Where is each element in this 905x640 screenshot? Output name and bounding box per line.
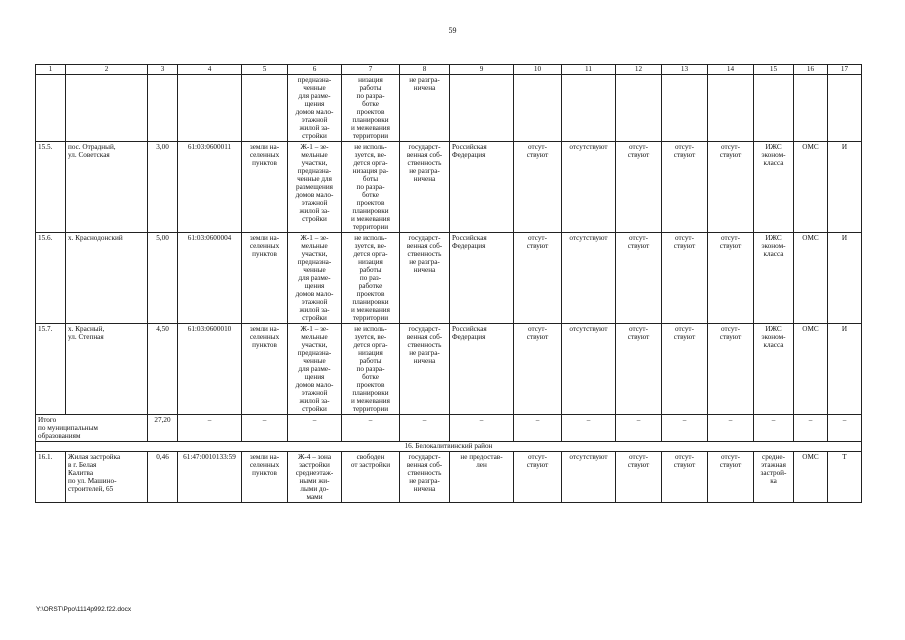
cell-17: И	[828, 142, 862, 233]
cell-14: отсут- ствуют	[708, 452, 754, 503]
total-label: Итого по муниципальным образованиям	[36, 415, 148, 442]
empty-cell	[242, 75, 288, 142]
ownership-cell: государст- венная соб- ственность не разгра- ничена	[400, 233, 450, 324]
area-cell: 0,46	[148, 452, 178, 503]
cadastral-cell: 61:03:0600010	[178, 324, 242, 415]
location-cell: х. Краснодонский	[66, 233, 148, 324]
category-cell: земли на- селенных пунктов	[242, 324, 288, 415]
header-cell: 5	[242, 65, 288, 75]
cell-14: отсут- ствуют	[708, 142, 754, 233]
empty-cell	[828, 75, 862, 142]
empty-cell	[794, 75, 828, 142]
cell-11: отсутствуют	[562, 452, 616, 503]
header-cell: 8	[400, 65, 450, 75]
row-number: 15.6.	[36, 233, 66, 324]
area-cell: 4,50	[148, 324, 178, 415]
total-row	[36, 415, 862, 442]
land-plots-table	[35, 64, 862, 503]
cell-14: отсут- ствуют	[708, 324, 754, 415]
cell-10: отсут- ствуют	[514, 324, 562, 415]
use-cell: свободен от застройки	[342, 452, 400, 503]
use-cell: не исполь- зуется, ве- дется орга- низация работы по раз- работке проектов планировки и межевания территории	[342, 233, 400, 324]
cell-13: отсут- ствуют	[662, 452, 708, 503]
cadastral-cell: 61:03:0600011	[178, 142, 242, 233]
use-cell: низация работы по разра- ботке проектов планировки и межевания территории	[342, 75, 400, 142]
header-cell: 6	[288, 65, 342, 75]
table-row	[36, 452, 862, 503]
column-number-header	[36, 65, 862, 75]
holder-cell: Российская Федерация	[450, 142, 514, 233]
cell-11: отсутствуют	[562, 233, 616, 324]
cell-11: отсутствуют	[562, 324, 616, 415]
area-cell: 5,00	[148, 233, 178, 324]
cell-12: отсут- ствуют	[616, 324, 662, 415]
header-cell: 12	[616, 65, 662, 75]
dash-cell: –	[400, 415, 450, 442]
cell-12: отсут- ствуют	[616, 142, 662, 233]
cell-12: отсут- ствуют	[616, 452, 662, 503]
dash-cell: –	[178, 415, 242, 442]
ownership-cell: государст- венная соб- ственность не разгра- ничена	[400, 324, 450, 415]
table-row	[36, 142, 862, 233]
empty-cell	[562, 75, 616, 142]
empty-cell	[450, 75, 514, 142]
empty-cell	[754, 75, 794, 142]
cell-16: ОМС	[794, 324, 828, 415]
header-cell: 7	[342, 65, 400, 75]
category-cell: земли на- селенных пунктов	[242, 142, 288, 233]
row-number: 16.1.	[36, 452, 66, 503]
empty-cell	[178, 75, 242, 142]
zone-cell: Ж-1 – зе- мельные участки, предназна- ченные для разме- щения домов мало- этажной жилой за- стройки	[288, 233, 342, 324]
use-cell: не исполь- зуется, ве- дется орга- низация работы по разра- ботке проектов планировки и межевания территории	[342, 324, 400, 415]
cell-16: ОМС	[794, 452, 828, 503]
cell-14: отсут- ствуют	[708, 233, 754, 324]
file-path-footer: Y:\ORST\Ppo\1114p992.f22.docx	[36, 606, 132, 613]
dash-cell: –	[616, 415, 662, 442]
holder-cell: Российская Федерация	[450, 233, 514, 324]
section-title: 16. Белокалитвинский район	[36, 442, 862, 452]
header-cell: 9	[450, 65, 514, 75]
header-cell: 3	[148, 65, 178, 75]
cell-10: отсут- ствуют	[514, 233, 562, 324]
cell-16: ОМС	[794, 233, 828, 324]
dash-cell: –	[562, 415, 616, 442]
row-number: 15.7.	[36, 324, 66, 415]
cell-13: отсут- ствуют	[662, 233, 708, 324]
header-cell: 4	[178, 65, 242, 75]
holder-cell: Российская Федерация	[450, 324, 514, 415]
cell-10: отсут- ствуют	[514, 452, 562, 503]
header-cell: 11	[562, 65, 616, 75]
dash-cell: –	[828, 415, 862, 442]
category-cell: земли на- селенных пунктов	[242, 233, 288, 324]
dash-cell: –	[288, 415, 342, 442]
area-cell: 3,00	[148, 142, 178, 233]
header-cell: 15	[754, 65, 794, 75]
cell-12: отсут- ствуют	[616, 233, 662, 324]
zone-cell: Ж-1 – зе- мельные участки, предназна- ченные для размещения домов мало- этажной жилой за- стройки	[288, 142, 342, 233]
cell-17: И	[828, 324, 862, 415]
zone-cell: предназна- ченные для разме- щения домов мало- этажной жилой за- стройки	[288, 75, 342, 142]
location-cell: х. Красный, ул. Степная	[66, 324, 148, 415]
header-cell: 10	[514, 65, 562, 75]
row-number: 15.5.	[36, 142, 66, 233]
header-cell: 14	[708, 65, 754, 75]
location-cell: Жилая застройка в г. Белая Калитва по ул. Машино- строителей, 65	[66, 452, 148, 503]
cell-16: ОМС	[794, 142, 828, 233]
dash-cell: –	[662, 415, 708, 442]
table-row	[36, 324, 862, 415]
cell-15: средне- этажная застрой- ка	[754, 452, 794, 503]
ownership-cell: не разгра- ничена	[400, 75, 450, 142]
cell-13: отсут- ствуют	[662, 142, 708, 233]
dash-cell: –	[794, 415, 828, 442]
empty-cell	[616, 75, 662, 142]
zone-cell: Ж-4 – зона застройки среднеэтаж- ными жи- лыми до- мами	[288, 452, 342, 503]
header-cell: 1	[36, 65, 66, 75]
dash-cell: –	[754, 415, 794, 442]
dash-cell: –	[342, 415, 400, 442]
zone-cell: Ж-1 – зе- мельные участки, предназна- ченные для разме- щения домов мало- этажной жилой за- стройки	[288, 324, 342, 415]
cell-15: ИЖС эконом- класса	[754, 142, 794, 233]
empty-cell	[662, 75, 708, 142]
section-row	[36, 442, 862, 452]
cadastral-cell: 61:47:0010133:59	[178, 452, 242, 503]
dash-cell: –	[242, 415, 288, 442]
ownership-cell: государст- венная соб- ственность не разгра- ничена	[400, 142, 450, 233]
dash-cell: –	[450, 415, 514, 442]
cell-17: Т	[828, 452, 862, 503]
continuation-row	[36, 75, 862, 142]
use-cell: не исполь- зуется, ве- дется орга- низация ра- боты по разра- ботке проектов планировки и межевания территории	[342, 142, 400, 233]
header-cell: 16	[794, 65, 828, 75]
empty-cell	[708, 75, 754, 142]
cadastral-cell: 61:03:0600004	[178, 233, 242, 324]
location-cell: пос. Отрадный, ул. Советская	[66, 142, 148, 233]
cell-10: отсут- ствуют	[514, 142, 562, 233]
dash-cell: –	[708, 415, 754, 442]
dash-cell: –	[514, 415, 562, 442]
header-cell: 13	[662, 65, 708, 75]
cell-13: отсут- ствуют	[662, 324, 708, 415]
category-cell: земли на- селенных пунктов	[242, 452, 288, 503]
page-number: 59	[448, 26, 457, 35]
header-cell: 2	[66, 65, 148, 75]
empty-cell	[514, 75, 562, 142]
empty-cell	[36, 75, 66, 142]
ownership-cell: государст- венная соб- ственность не разгра- ничена	[400, 452, 450, 503]
empty-cell	[148, 75, 178, 142]
cell-15: ИЖС эконом- класса	[754, 233, 794, 324]
table-row	[36, 233, 862, 324]
cell-17: И	[828, 233, 862, 324]
cell-15: ИЖС эконом- класса	[754, 324, 794, 415]
total-value: 27,20	[148, 415, 178, 442]
holder-cell: не предостав- лен	[450, 452, 514, 503]
empty-cell	[66, 75, 148, 142]
header-cell: 17	[828, 65, 862, 75]
cell-11: отсутствуют	[562, 142, 616, 233]
